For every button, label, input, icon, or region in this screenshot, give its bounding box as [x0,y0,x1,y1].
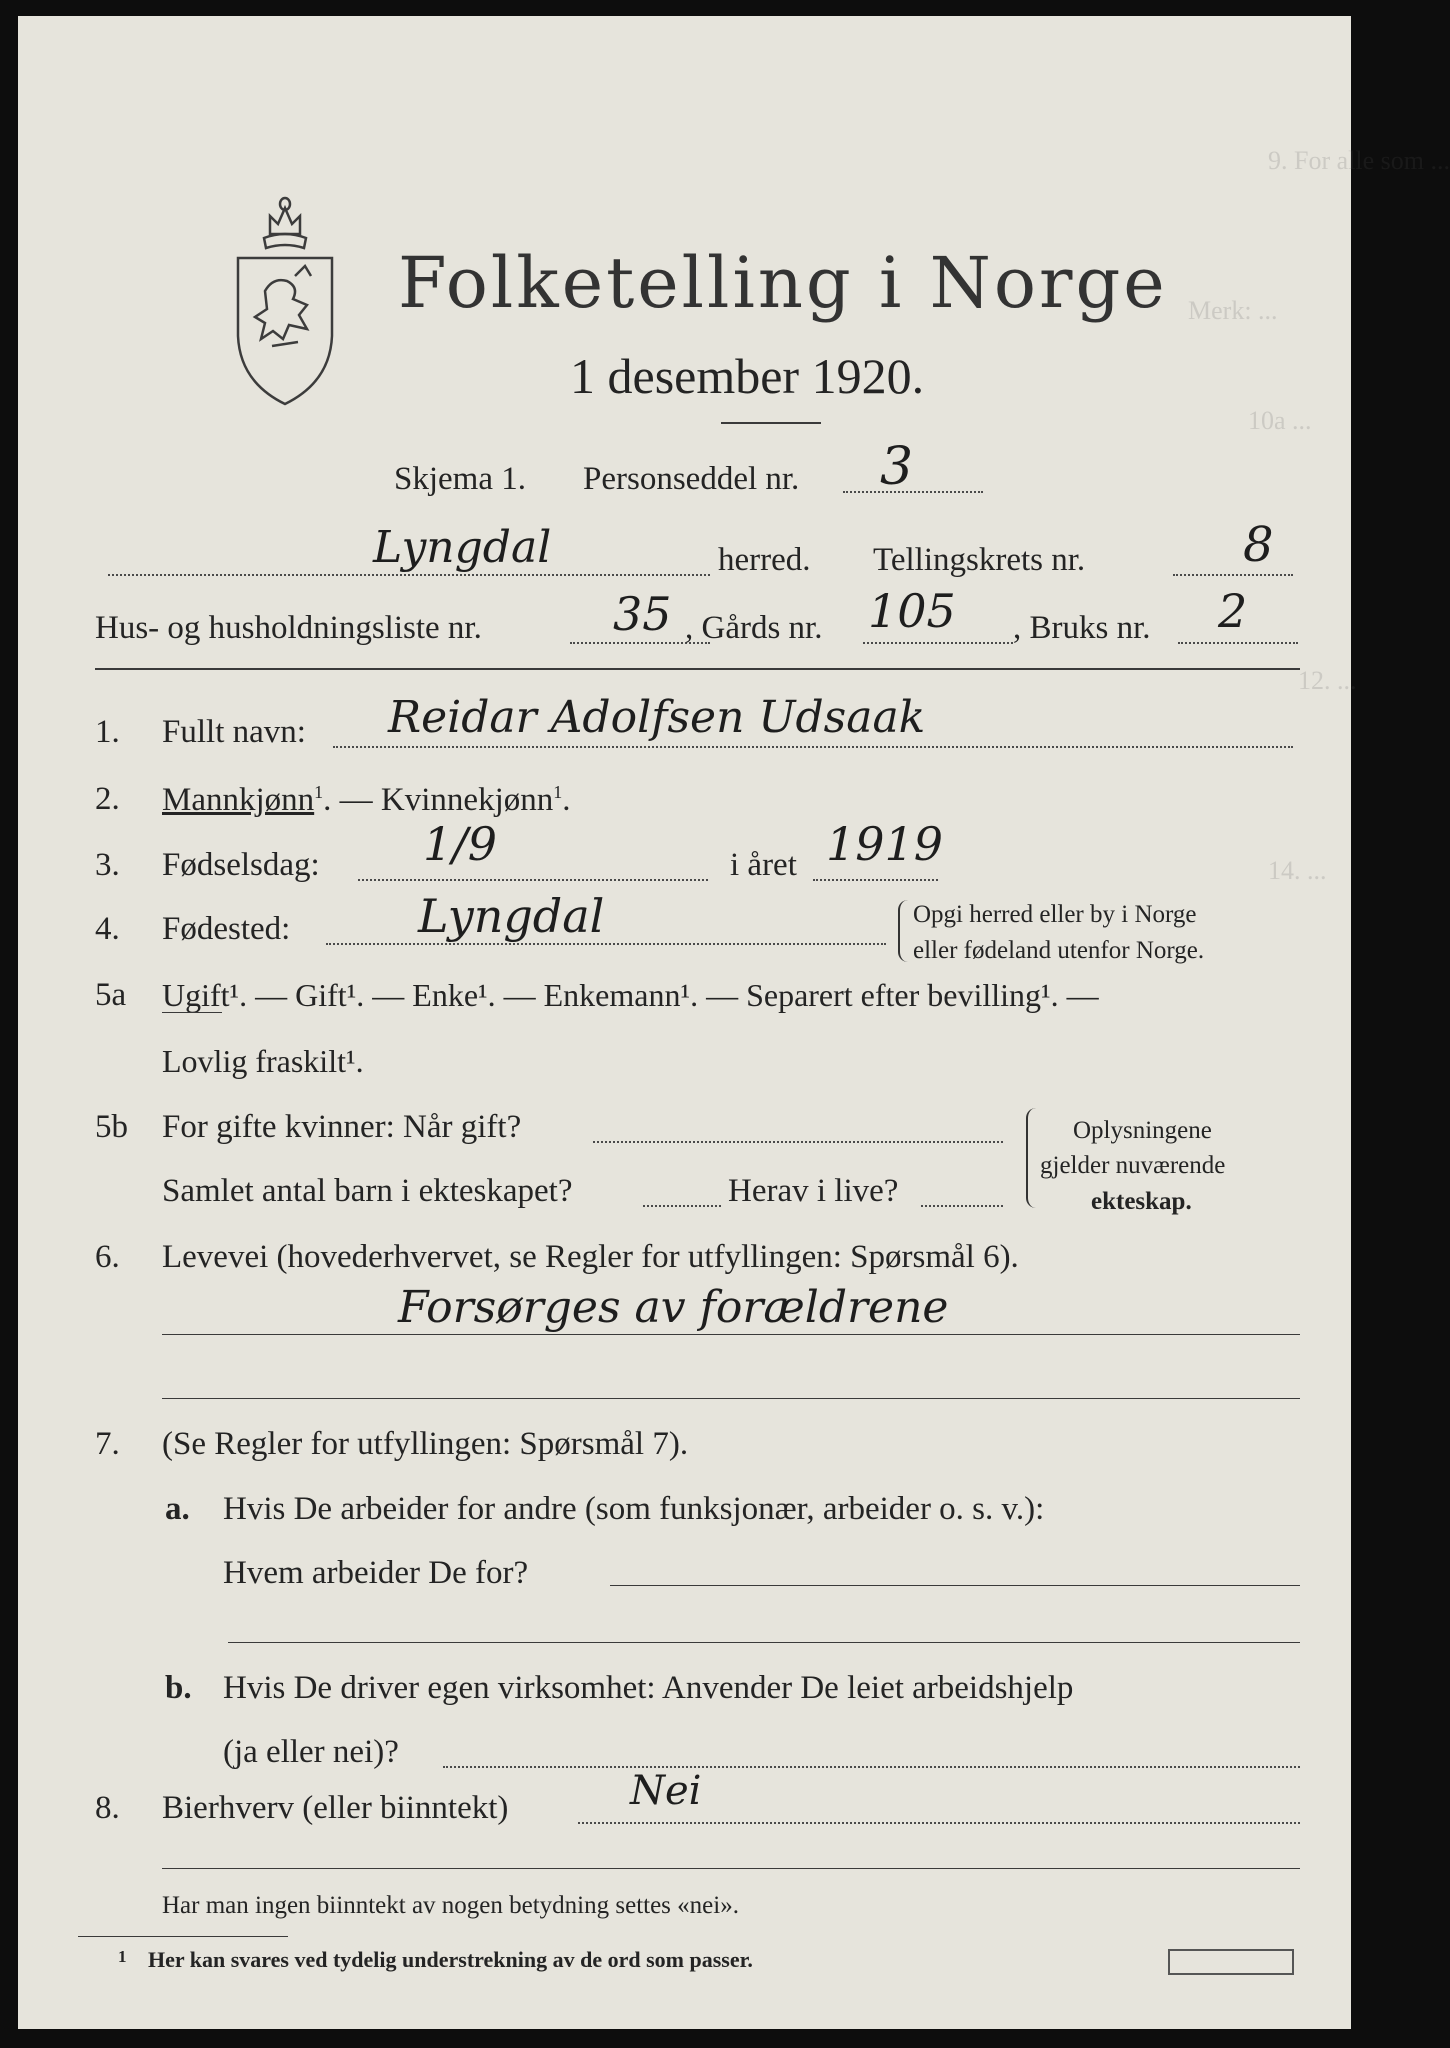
q8-field-line2[interactable] [162,1868,1300,1869]
q8-number: 8. [95,1790,120,1826]
q1-field-line[interactable] [333,746,1293,748]
printer-stamp [1168,1949,1294,1975]
q7b-answer-label: (ja eller nei)? [223,1734,399,1770]
title-divider [721,422,821,424]
q5b-married-field-line[interactable] [593,1141,1003,1143]
q6-field-line1[interactable] [162,1334,1300,1335]
q4-number: 4. [95,911,120,947]
form-title: Folketelling i Norge [398,242,1168,324]
header-separator [95,668,1300,670]
gards-value: 105 [868,584,956,638]
hus-value: 35 [613,587,672,641]
q7-number: 7. [95,1426,120,1462]
herred-value: Lyngdal [373,522,552,573]
q5a-options-line2[interactable]: Lovlig fraskilt¹. [162,1043,364,1079]
q8-side-income: Nei [630,1768,702,1814]
q6-field-line2[interactable] [162,1398,1300,1399]
q2-number: 2. [95,781,120,817]
tellingskrets-value: 8 [1243,517,1274,573]
footnote-mark: 1 [118,1947,127,1966]
bruks-field-line[interactable] [1178,642,1298,644]
herred-field-line[interactable] [108,574,710,576]
footnote-divider [78,1936,288,1937]
q4-note-line2: eller fødeland utenfor Norge. [913,937,1205,964]
q5b-children-field-line[interactable] [643,1205,721,1207]
personseddel-label: Personseddel nr. [583,461,800,497]
q5a-number: 5a [95,977,127,1013]
q3-number: 3. [95,847,120,883]
bleed-through-texture: 9. For alle som ... Merk: ... 10a ... 12. ... 14. ... [1188,146,1450,885]
q5b-children-label: Samlet antal barn i ekteskapet? [162,1173,573,1209]
q7b-question: Hvis De driver egen virksomhet: Anvender De leiet arbeidshjelp [223,1670,1074,1706]
q4-note-brace [898,900,908,962]
q8-field-line[interactable] [578,1822,1300,1824]
q7a-number: a. [165,1491,190,1527]
q1-full-name: Reidar Adolfsen Udsaak [388,692,926,743]
q6-number: 6. [95,1239,120,1275]
q5a-options[interactable]: Ugift¹. — Gift¹. — Enke¹. — Enkemann¹. — Separert efter bevilling¹. — [162,977,1099,1013]
q5b-note-line1: Oplysningene [1073,1117,1212,1144]
q7a-employer-field-line2[interactable] [228,1642,1300,1643]
q3-label: Fødselsdag: [162,847,320,883]
footnote-text: Her kan svares ved tydelig understrekning av de ord som passer. [148,1947,753,1972]
q3-year-field-line[interactable] [813,879,938,881]
q7a-employer-field-line[interactable] [610,1585,1300,1586]
q6-label: Levevei (hovederhvervet, se Regler for utfyllingen: Spørsmål 6). [162,1239,1019,1275]
q7a-employer-label: Hvem arbeider De for? [223,1555,529,1591]
gards-field-line[interactable] [863,642,1013,644]
q7b-answer-field-line[interactable] [443,1766,1300,1768]
q3-day-field-line[interactable] [358,879,708,881]
nei-instruction: Har man ingen biinntekt av nogen betydning settes «nei». [162,1892,739,1919]
q3-birth-year: 1919 [826,817,944,871]
q7b-number: b. [165,1670,192,1706]
q3-year-label: i året [730,847,797,883]
gards-label: , Gårds nr. [685,610,823,646]
q2-male-option[interactable]: Mannkjønn [162,782,315,818]
q5b-note-line2: gjelder nuværende [1040,1152,1226,1179]
q2-female-option[interactable]: Kvinnekjønn [380,782,554,818]
q4-note-line1: Opgi herred eller by i Norge [913,901,1197,928]
census-date: 1 desember 1920. [570,348,925,404]
q7a-question: Hvis De arbeider for andre (som funksjonær, arbeider o. s. v.): [223,1491,1045,1527]
bruks-label: , Bruks nr. [1013,610,1151,646]
q5b-alive-field-line[interactable] [921,1205,1003,1207]
q2-options: Mannkjønn$^1$. — Kvinnekjønn$^1$. [162,782,571,818]
q3-birth-day: 1/9 [423,817,498,871]
personseddel-value: 3 [880,437,914,497]
q1-number: 1. [95,714,120,750]
q5b-note-brace [1026,1108,1036,1208]
q5b-alive-label: Herav i live? [728,1173,899,1209]
bruks-value: 2 [1218,584,1248,638]
census-form-page [18,16,1450,2029]
q5b-note-line3: ekteskap. [1091,1188,1192,1215]
q4-field-line[interactable] [326,943,886,945]
q4-label: Fødested: [162,911,291,947]
q5a-ugift-underline [162,1012,222,1013]
q8-label: Bierhverv (eller biinntekt) [162,1790,509,1826]
tellingskrets-label: Tellingskrets nr. [873,542,1086,578]
schema-label: Skjema 1. [394,461,526,497]
q5b-married-label: For gifte kvinner: Når gift? [162,1109,522,1145]
q6-occupation: Forsørges av forældrene [398,1282,949,1333]
q1-label: Fullt navn: [162,714,306,750]
tellingskrets-field-line[interactable] [1173,574,1293,576]
q5b-number: 5b [95,1109,128,1145]
coat-of-arms-icon [230,186,340,406]
q4-birthplace: Lyngdal [418,889,605,943]
herred-label: herred. [718,542,811,578]
hus-label: Hus- og husholdningsliste nr. [95,610,482,646]
q7-label: (Se Regler for utfyllingen: Spørsmål 7). [162,1426,689,1462]
